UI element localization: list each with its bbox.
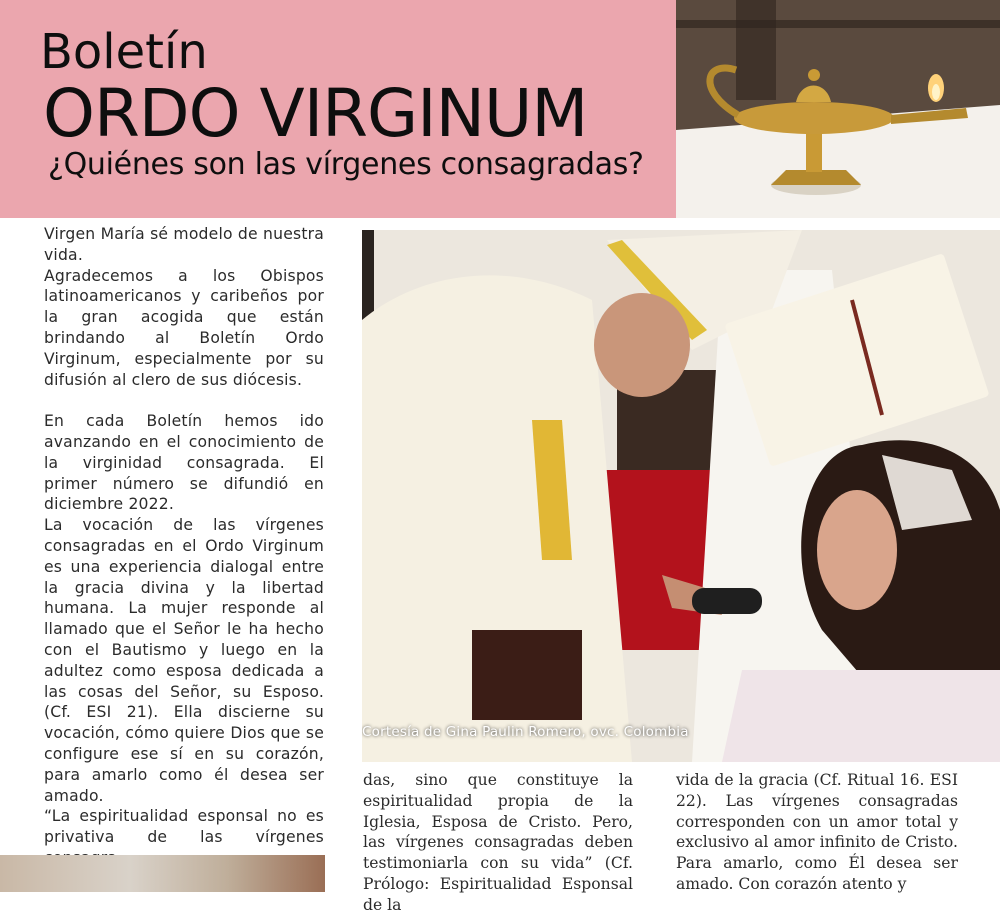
bulletin-kicker: Boletín (40, 24, 208, 80)
middle-text-column (363, 770, 633, 916)
bulletin-title: ORDO VIRGINUM (43, 75, 588, 152)
consecration-photo (362, 230, 1000, 762)
paragraph-opening: Virgen María sé modelo de nuestra vida. (44, 225, 324, 264)
photo-caption: Cortesía de Gina Paulin Romero, ovc. Colombia (362, 724, 689, 740)
paragraph-spirituality: “La espiritualidad esponsal no es privativa de las vírgenes (44, 807, 324, 847)
header-band (0, 0, 676, 218)
left-text-column (44, 224, 324, 869)
right-text-column (676, 770, 958, 895)
oil-lamp-photo (676, 0, 1000, 218)
bottom-photo-strip (0, 855, 325, 892)
paragraph-progress: En cada Boletín hemos ido avanzando en el conocimiento de la virginidad consagrada. El primer número se difundió en diciembre 2022. (44, 412, 324, 514)
bulletin-subtitle: ¿Quiénes son las vírgenes consagradas? (48, 147, 644, 182)
paragraph-thanks: Agradecemos a los Obispos latinoamericanos y caribeños por la gran acogida que están brindando al Boletín Ordo Virginum, especialmente por su difusión al clero de sus diócesis. (44, 266, 324, 389)
middle-paragraph: das, sino que constituye la espiritualidad propia de la Iglesia, Esposa de Cristo. Pero, las vírgenes consagradas deben testimoniarla con su vida” (Cf. Prólogo: Espiritualidad Esponsal de la (363, 771, 633, 914)
right-paragraph: vida de la gracia (Cf. Ritual 16. ESI 22). Las vírgenes consagradas corresponden con un amor total y exclusivo al amor infinito de Cristo. Para amarlo, como Él desea ser amado. Con corazón atento y (676, 771, 958, 893)
paragraph-vocation: La vocación de las vírgenes consagradas en el Ordo Virginum es una experiencia dialogal entre la gracia divina y la libertad humana. La mujer responde al llamado que el Señor le ha hecho con el Bautismo y luego en la adultez como esposa dedicada a las cosas del Señor, su Esposo. (Cf. ESI 21). Ella discierne su vocación, cómo quiere Dios que se configure ese sí en su corazón, para amarlo como él desea ser amado. (44, 516, 324, 805)
